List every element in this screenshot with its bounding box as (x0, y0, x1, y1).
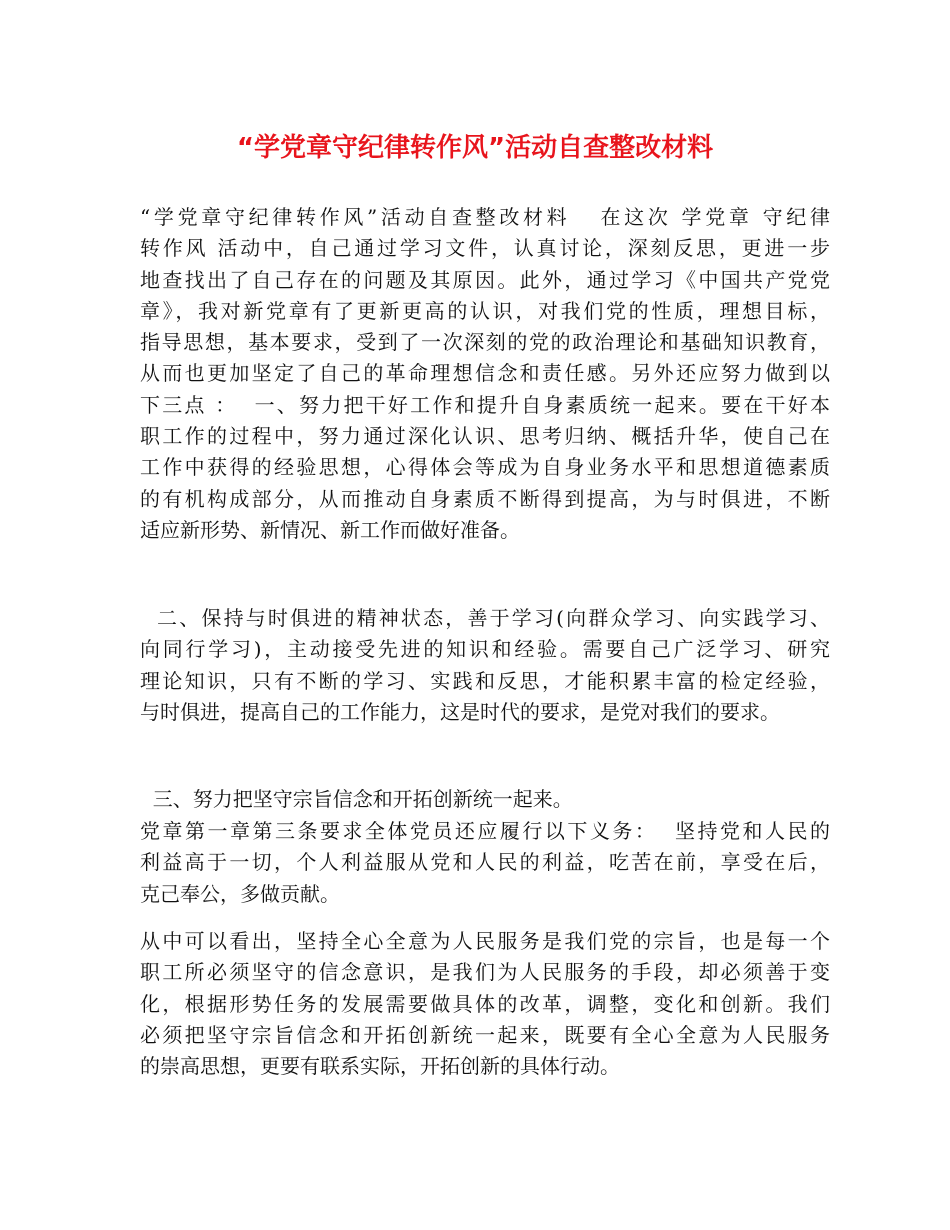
text-line: 转作风 活动中，自己通过学习文件，认真讨论，深刻反思，更进一步 (140, 236, 830, 261)
text-line: 的有机构成部分，从而推动自身素质不断得到提高，为与时俱进，不断 (140, 486, 830, 511)
text-line: 适应新形势、新情况、新工作而做好准备。 (140, 517, 520, 542)
text-line: 工作中获得的经验思想，心得体会等成为自身业务水平和思想道德素质 (140, 455, 830, 480)
text-line: 与时俱进，提高自己的工作能力，这是时代的要求，是党对我们的要求。 (140, 699, 780, 724)
text-line: 的崇高思想，更要有联系实际，开拓创新的具体行动。 (140, 1054, 620, 1079)
text-line: 指导思想，基本要求，受到了一次深刻的党的政治理论和基础知识教育， (140, 330, 830, 355)
text-line: “学党章守纪律转作风”活动自查整改材料 在这次 学党章 守纪律 (140, 205, 830, 229)
document-title: “学党章守纪律转作风”活动自查整改材料 (236, 133, 714, 163)
text-line: 章》，我对新党章有了更新更高的认识，对我们党的性质，理想目标， (140, 298, 830, 323)
text-line: 理论知识，只有不断的学习、实践和反思，才能积累丰富的检定经验， (140, 668, 830, 693)
text-line: 职工所必须坚守的信念意识，是我们为人民服务的手段，却必须善于变 (140, 960, 830, 985)
text-line: 化，根据形势任务的发展需要做具体的改革，调整，变化和创新。我们 (140, 991, 830, 1016)
text-line: 职工作的过程中，努力通过深化认识、思考归纳、概括升华，使自己在 (140, 424, 830, 449)
text-line: 必须把坚守宗旨信念和开拓创新统一起来，既要有全心全意为人民服务 (140, 1022, 830, 1047)
text-line: 从中可以看出，坚持全心全意为人民服务是我们党的宗旨，也是每一个 (140, 929, 830, 953)
text-line: 二、保持与时俱进的精神状态，善于学习(向群众学习、向实践学习、 (140, 606, 830, 630)
text-line: 三、努力把坚守宗旨信念和开拓创新统一起来。 (140, 787, 573, 811)
text-line: 向同行学习)，主动接受先进的知识和经验。需要自己广泛学习、研究 (140, 637, 830, 662)
text-line: 克己奉公，多做贡献。 (140, 881, 340, 906)
paragraph-intro (140, 202, 830, 546)
text-line: 党章第一章第三条要求全体党员还应履行以下义务： 坚持党和人民的 (140, 819, 830, 843)
text-line: 下三点 ： 一、努力把干好工作和提升自身素质统一起来。要在干好本 (140, 392, 830, 417)
text-line: 利益高于一切，个人利益服从党和人民的利益，吃苦在前，享受在后， (140, 850, 830, 875)
text-line: 从而也更加坚定了自己的革命理想信念和责任感。另外还应努力做到以 (140, 361, 830, 386)
text-line: 地查找出了自己存在的问题及其原因。此外，通过学习《中国共产党党 (140, 267, 830, 292)
paragraph-conclusion (140, 926, 830, 1082)
paragraph-point-two (140, 603, 830, 728)
paragraph-charter (140, 816, 830, 910)
paragraph-point-three (140, 784, 830, 815)
